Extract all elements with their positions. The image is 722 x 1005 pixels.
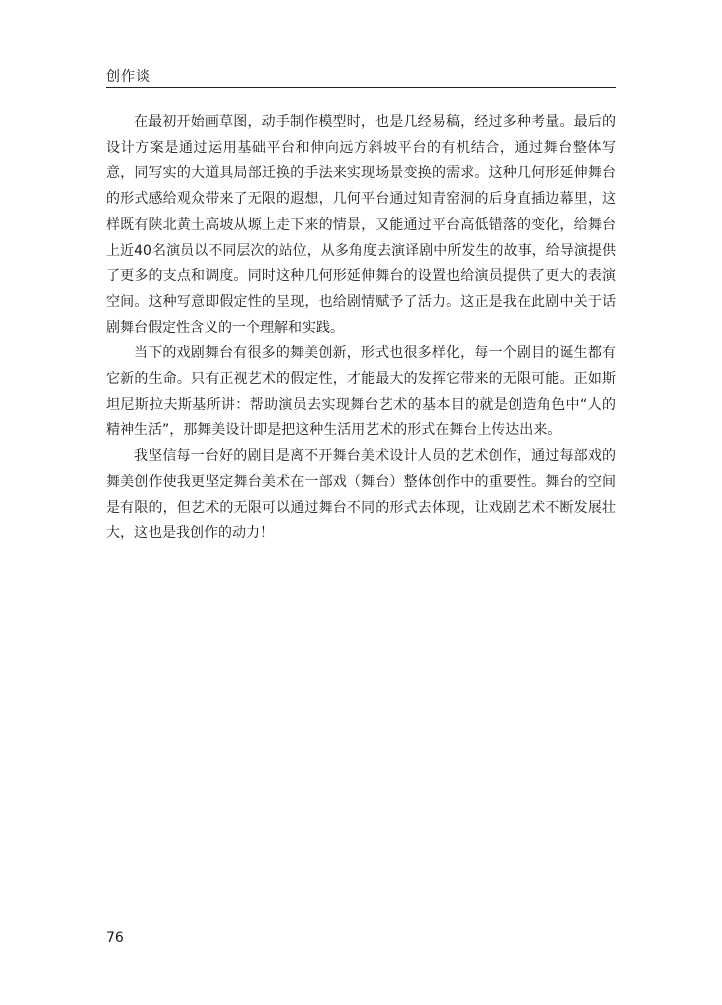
running-title: 创作谈 xyxy=(106,69,151,85)
header-rule xyxy=(106,87,616,88)
body-text xyxy=(106,110,616,547)
paragraph-2: 当下的戏剧舞台有很多的舞美创新，形式也很多样化，每一个剧目的诞生都有它新的生命。只有正视艺术的假定性，才能最大的发挥它带来的无限可能。正如斯坦尼斯拉夫斯基所讲：帮助演员去实现舞台艺术的基本目的就是创造角色中“人的精神生活”，那舞美设计即是把这种生活用艺术的形式在舞台上传达出来。 xyxy=(106,345,616,439)
page-number: 76 xyxy=(106,930,124,946)
paragraph-1: 在最初开始画草图，动手制作模型时，也是几经易稿，经过多种考量。最后的设计方案是通过运用基础平台和伸向远方斜坡平台的有机结合，通过舞台整体写意，同写实的大道具局部迁换的手法来实现场景变换的需求。这种几何形延伸舞台的形式感给观众带来了无限的遐想，几何平台通过知青窑洞的后身直插边幕里，这样既有陕北黄土高坡从塬上走下来的情景，又能通过平台高低错落的变化，给舞台上近40名演员以不同层次的站位，从多角度去演译剧中所发生的故事，给导演提供了更多的支点和调度。同时这种几何形延伸舞台的设置也给演员提供了更大的表演空间。这种写意即假定性的呈现，也给剧情赋予了活力。这正是我在此剧中关于话剧舞台假定性含义的一个理解和实践。 xyxy=(106,114,616,336)
paragraph-3: 我坚信每一台好的剧目是离不开舞台美术设计人员的艺术创作，通过每部戏的舞美创作使我更坚定舞台美术在一部戏（舞台）整体创作中的重要性。舞台的空间是有限的，但艺术的无限可以通过舞台不同的形式去体现，让戏剧艺术不断发展壮大，这也是我创作的动力！ xyxy=(106,448,616,542)
